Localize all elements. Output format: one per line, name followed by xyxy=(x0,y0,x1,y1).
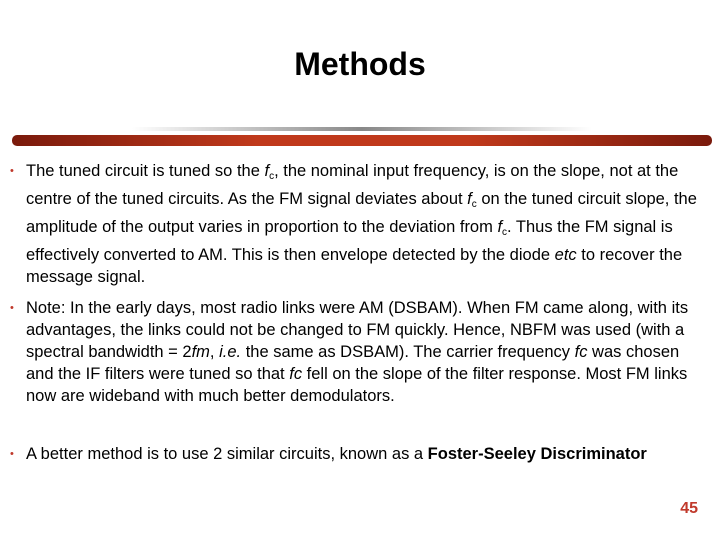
bullet-text: A better method is to use 2 similar circuits, known as a Foster-Seeley Discriminator xyxy=(26,445,647,463)
bullet-marker: • xyxy=(10,448,14,460)
title-underline xyxy=(12,127,712,151)
foster-seeley-term: Foster-Seeley Discriminator xyxy=(427,445,647,463)
slide-title: Methods xyxy=(294,46,426,82)
bullet-note xyxy=(10,297,710,407)
bullet-tuned-circuit xyxy=(10,160,710,288)
bullet-marker: • xyxy=(10,165,14,177)
bullet-marker: • xyxy=(10,302,14,314)
page-number: 45 xyxy=(680,500,698,517)
bullet-better-method xyxy=(10,443,710,465)
bullet-text: The tuned circuit is tuned so the $f_c$, the nominal input frequency, is on the slope, not at the centre of the tuned circuits. As the FM signal deviates about $f_c$ on the tuned circuit slope, the amplitude of the output varies in proportion to the deviation from $f_c$. Thus the FM signal is effectively converted to AM. This is then envelope detected by the diode etc to recover the message signal. xyxy=(26,162,697,286)
bullet-text: Note: In the early days, most radio links were AM (DSBAM). When FM came along, with its advantages, the links could not be changed to FM quickly. Hence, NBFM was used (with a spectral bandwidth = 2fm, i.e. the same as DSBAM). The carrier frequency fc was chosen and the IF filters were tuned so that fc fell on the slope of the filter response. Most FM links now are wideband with much better demodulators. xyxy=(26,299,689,405)
